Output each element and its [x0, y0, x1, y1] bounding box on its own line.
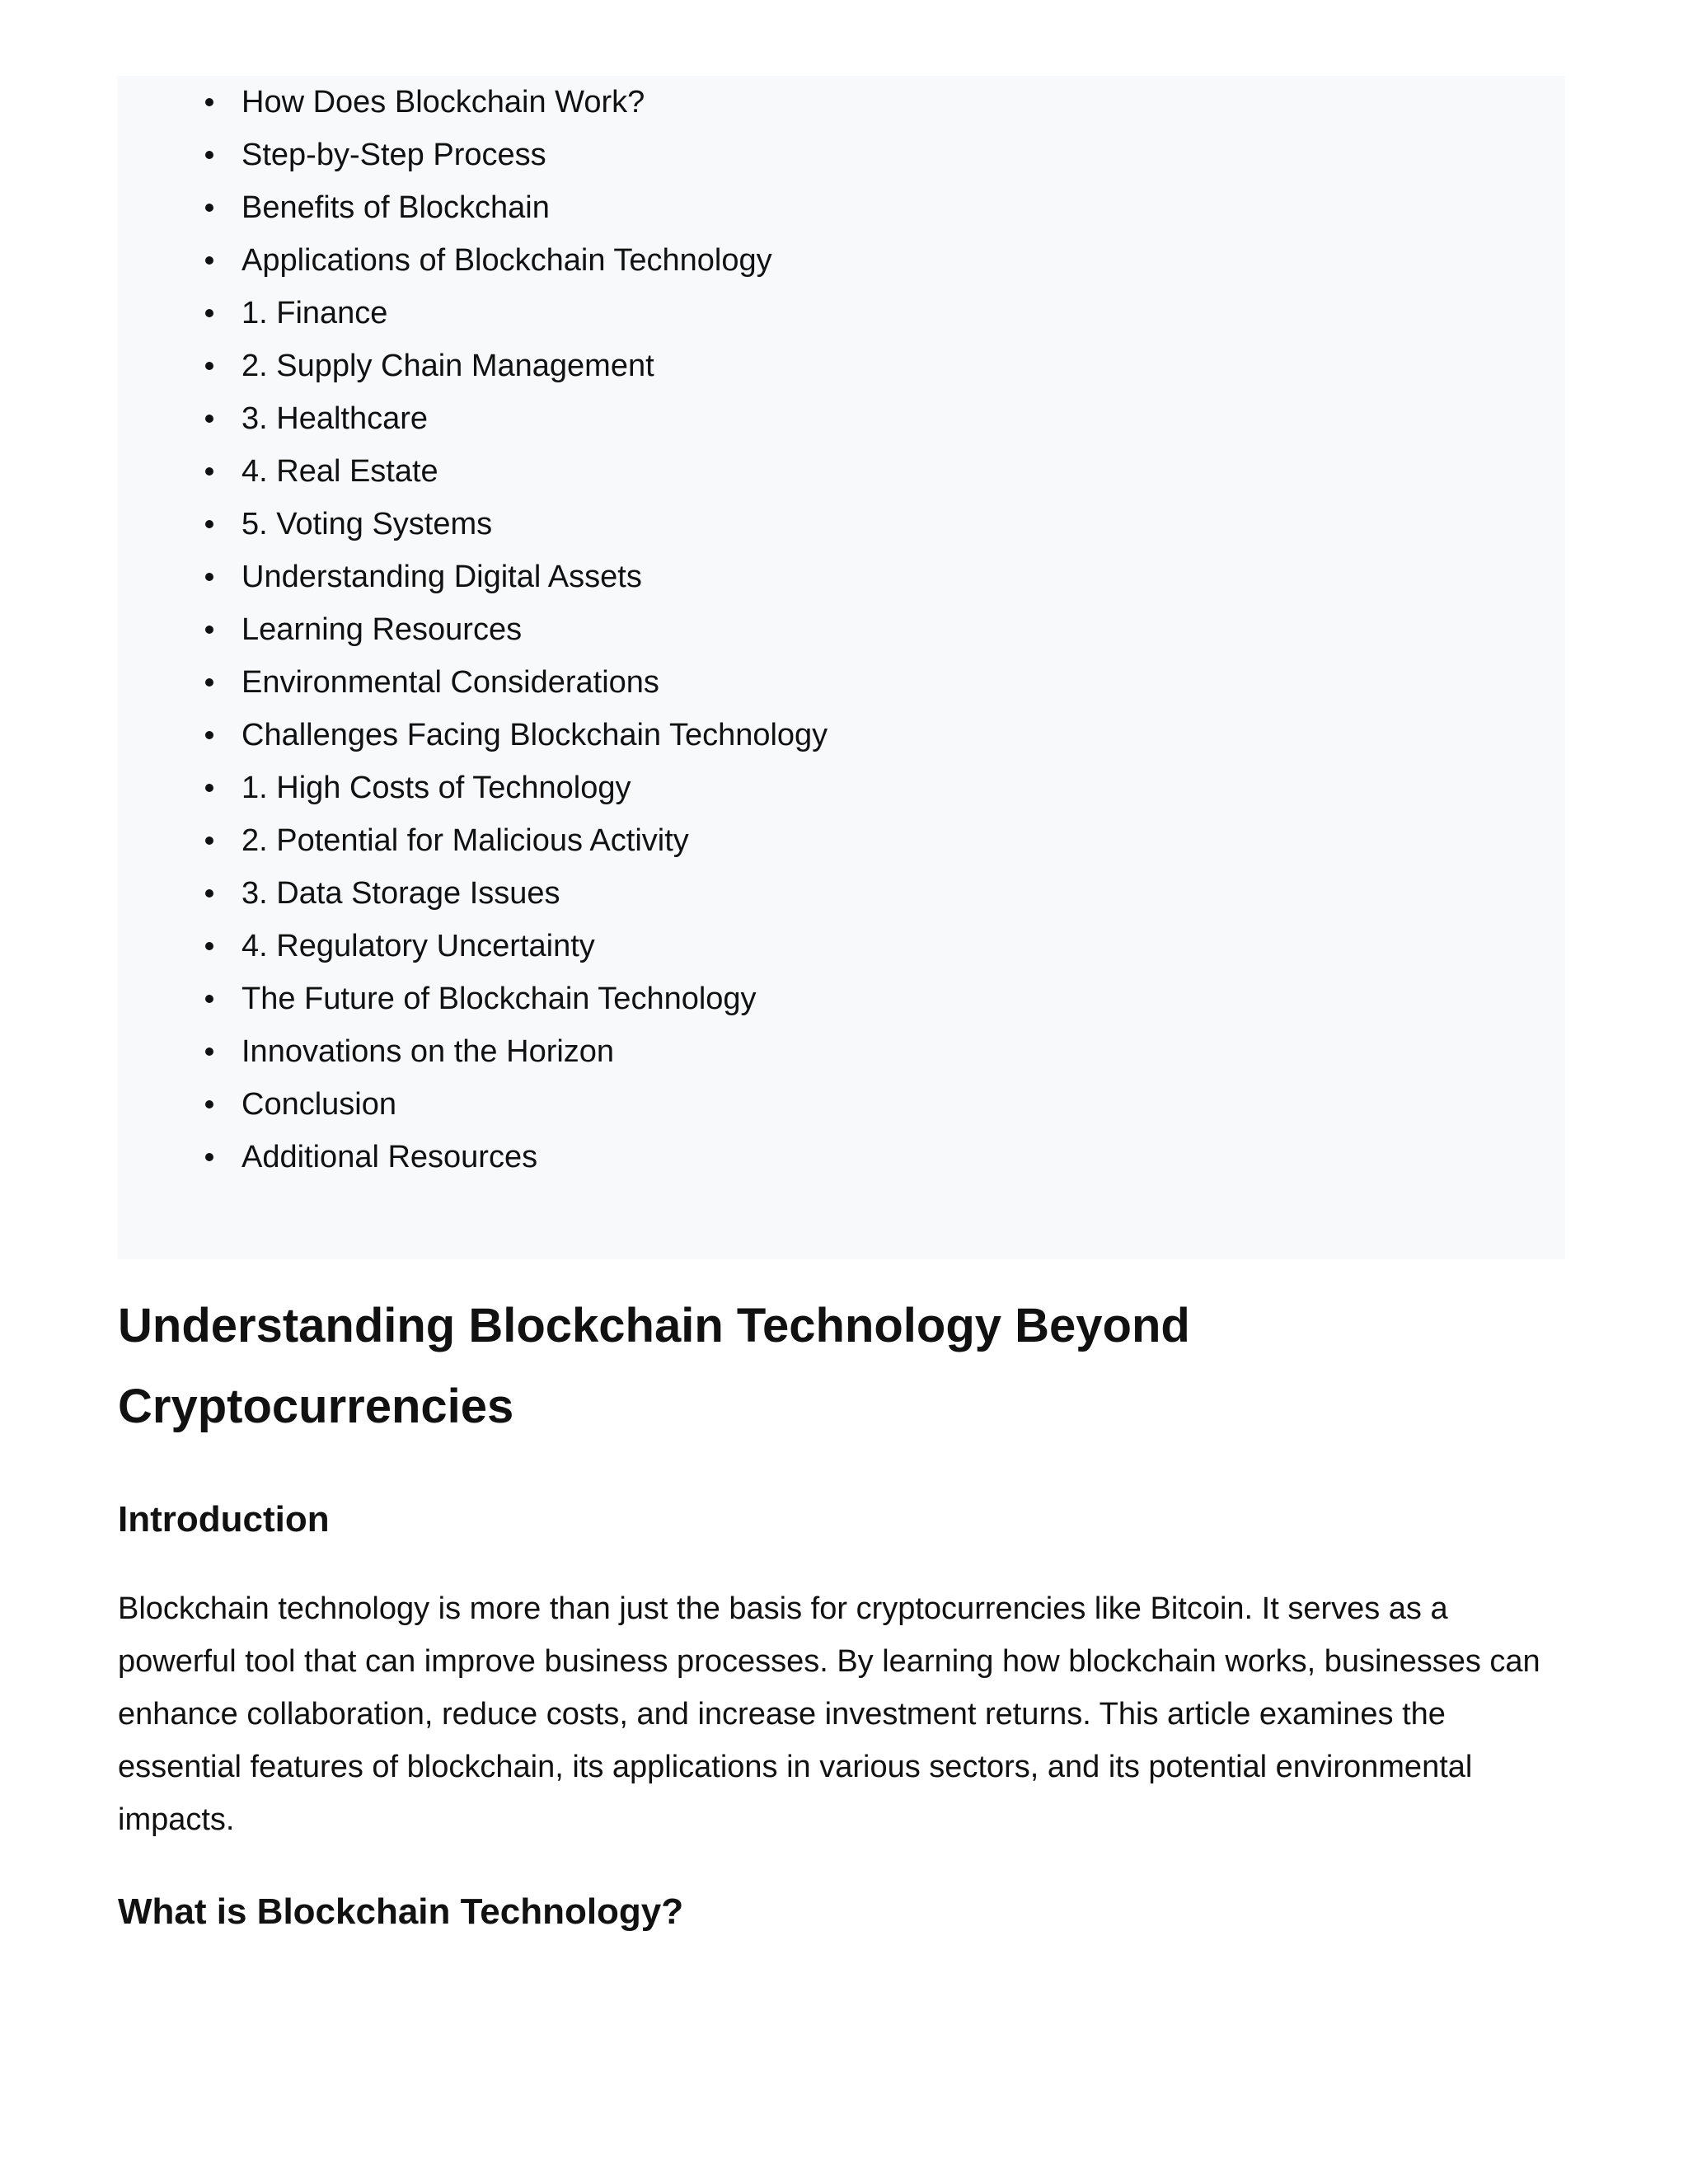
toc-link[interactable]: 4. Real Estate [241, 454, 438, 489]
toc-item[interactable] [241, 181, 828, 234]
toc-item[interactable] [241, 287, 828, 340]
bullet-icon [205, 520, 213, 528]
bullet-icon [205, 1047, 213, 1056]
toc-item[interactable] [241, 867, 828, 920]
toc-link[interactable]: 4. Regulatory Uncertainty [241, 929, 595, 963]
toc-item[interactable] [241, 340, 828, 392]
toc-item[interactable] [241, 920, 828, 972]
toc-link[interactable]: 2. Supply Chain Management [241, 349, 654, 383]
toc-item[interactable] [241, 709, 828, 762]
what-is-blockchain-heading: What is Blockchain Technology? [118, 1891, 684, 1932]
introduction-paragraph: Blockchain technology is more than just the basis for cryptocurrencies like Bitcoin. It serves as a powerful tool that can improve business processes. By learning how blockchain works, businesses can enhance collaboration, reduce costs, and increase investment returns. This article examines the essential features of blockchain, its applications in various sectors, and its potential environmental impacts. [118, 1591, 1540, 1837]
toc-link[interactable]: Learning Resources [241, 612, 523, 647]
bullet-icon [205, 98, 213, 106]
bullet-icon [205, 1100, 213, 1108]
bullet-icon [205, 573, 213, 581]
bullet-icon [205, 256, 213, 265]
bullet-icon [205, 204, 213, 212]
bullet-icon [205, 362, 213, 370]
bullet-icon [205, 415, 213, 423]
toc-link[interactable]: 5. Voting Systems [241, 507, 493, 541]
bullet-icon [205, 151, 213, 159]
bullet-icon [205, 467, 213, 476]
toc-link[interactable]: Applications of Blockchain Technology [241, 243, 772, 278]
toc-list [241, 76, 828, 1183]
introduction-heading: Introduction [118, 1499, 330, 1540]
toc-link[interactable]: 1. Finance [241, 296, 388, 330]
toc-item[interactable] [241, 498, 828, 551]
toc-item[interactable] [241, 1025, 828, 1078]
toc-item[interactable] [241, 656, 828, 709]
page-title: Understanding Blockchain Technology Beyond Cryptocurrencies [118, 1299, 1190, 1433]
toc-item[interactable] [241, 445, 828, 498]
toc-item[interactable] [241, 762, 828, 814]
toc-item[interactable] [241, 392, 828, 445]
toc-item[interactable] [241, 1078, 828, 1131]
bullet-icon [205, 995, 213, 1003]
toc-item[interactable] [241, 129, 828, 181]
bullet-icon [205, 942, 213, 950]
toc-link[interactable]: Challenges Facing Blockchain Technology [241, 718, 828, 752]
bullet-icon [205, 889, 213, 898]
toc-item[interactable] [241, 1131, 828, 1183]
toc-link[interactable]: 2. Potential for Malicious Activity [241, 823, 689, 858]
toc-link[interactable]: 3. Healthcare [241, 401, 429, 436]
toc-item[interactable] [241, 76, 828, 129]
toc-item[interactable] [241, 551, 828, 603]
bullet-icon [205, 678, 213, 687]
toc-link[interactable]: Benefits of Blockchain [241, 190, 550, 225]
toc-item[interactable] [241, 972, 828, 1025]
toc-link[interactable]: The Future of Blockchain Technology [241, 982, 757, 1016]
toc-link[interactable]: Innovations on the Horizon [241, 1034, 615, 1069]
toc-link[interactable]: 1. High Costs of Technology [241, 771, 631, 805]
toc-link[interactable]: Understanding Digital Assets [241, 560, 642, 594]
toc-link[interactable]: How Does Blockchain Work? [241, 85, 645, 120]
toc-link[interactable]: Step-by-Step Process [241, 138, 546, 172]
toc-link[interactable]: Environmental Considerations [241, 665, 659, 700]
toc-item[interactable] [241, 603, 828, 656]
toc-item[interactable] [241, 814, 828, 867]
bullet-icon [205, 837, 213, 845]
bullet-icon [205, 731, 213, 739]
toc-link[interactable]: Additional Resources [241, 1140, 538, 1174]
bullet-icon [205, 1153, 213, 1161]
bullet-icon [205, 309, 213, 317]
bullet-icon [205, 626, 213, 634]
toc-link[interactable]: Conclusion [241, 1087, 396, 1122]
toc-item[interactable] [241, 234, 828, 287]
table-of-contents [118, 76, 1565, 1259]
toc-link[interactable]: 3. Data Storage Issues [241, 876, 560, 911]
bullet-icon [205, 784, 213, 792]
article-body [118, 1286, 1568, 1937]
